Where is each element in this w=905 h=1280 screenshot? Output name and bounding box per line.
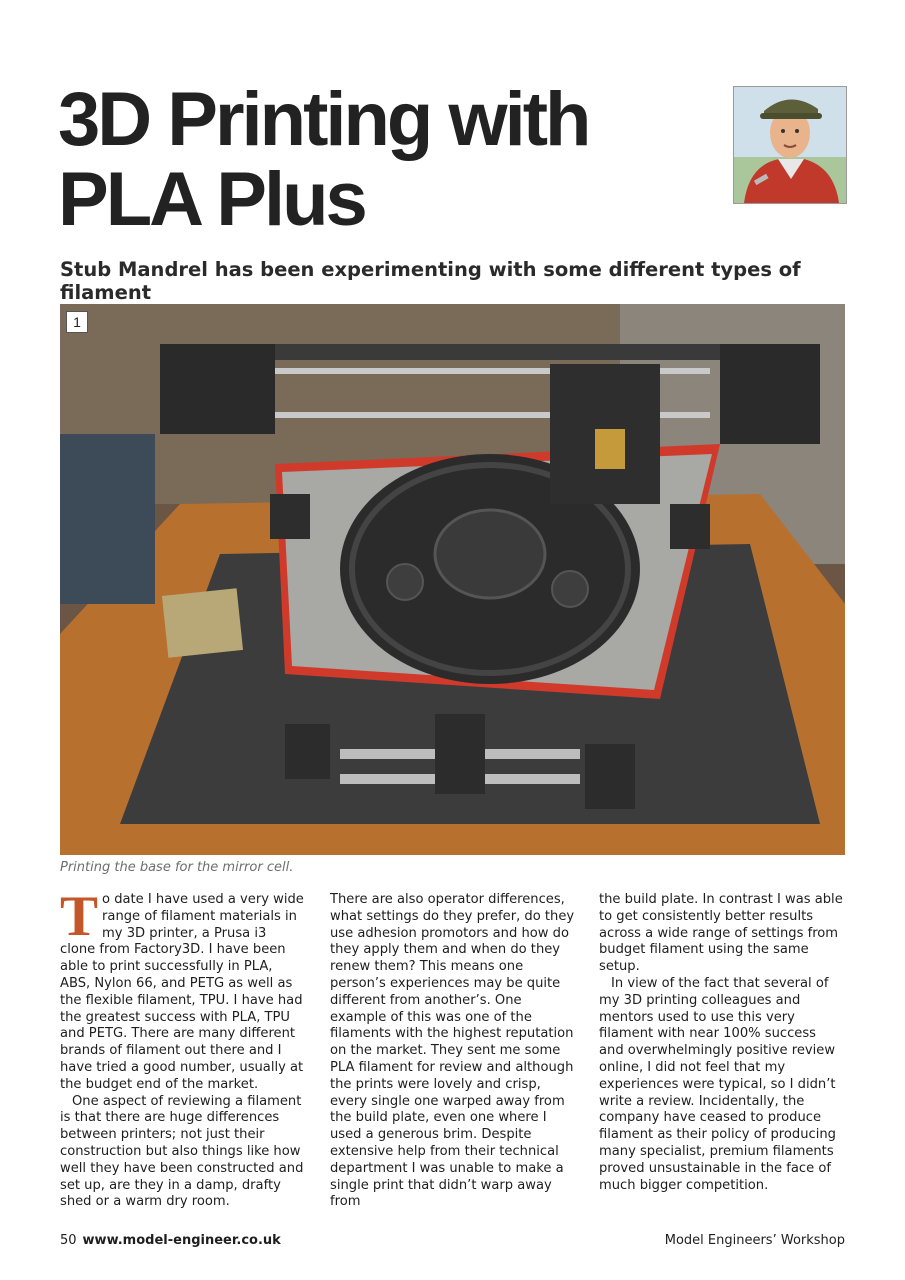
title-line-1: 3D Printing with [58, 77, 589, 162]
footer-magazine-name: Model Engineers’ Workshop [664, 1233, 845, 1248]
text-column-1 [60, 885, 305, 1211]
footer-url-link[interactable]: www.model-engineer.co.uk [82, 1233, 281, 1248]
paragraph-3: There are also operator differences, what settings do they prefer, do they use adhesion promotors and how do they apply them and when do they renew them? This means one person’s experiences may be quite different from another’s. One example of this was one of the filaments with the highest reputation on the market. They sent me some PLA filament for review and although the prints were lovely and crisp, every single one warped away from the build plate, even one where I used a generous brim. Despite extensive help from their technical department I was unable to make a single print that didn’t warp away from [330, 892, 575, 1210]
printer-photo-illustration [60, 304, 845, 855]
figure-1-photo [60, 304, 845, 855]
drop-cap: T [60, 885, 99, 948]
footer-left [60, 1233, 281, 1248]
article-subtitle: Stub Mandrel has been experimenting with some different types of filament [60, 258, 801, 304]
article-title [58, 77, 698, 242]
paragraph-1: o date I have used a very wide range of filament materials in my 3D printer, a Prusa i3 clone from Factory3D. I have been able to print successfully in PLA, ABS, Nylon 66, and PETG as well as the flexible filament, TPU. I have had the greatest success with PLA, TPU and PETG. There are many different brands of filament out there and I have tried a good number, usually at the budget end of the market. [60, 892, 304, 1092]
paragraph-4: the build plate. In contrast I was able to get consistently better results across a wide range of settings from budget filament using the same setup. [599, 892, 843, 975]
title-line-2: PLA Plus [58, 157, 365, 242]
text-column-3 [599, 892, 844, 1194]
figure-caption: Printing the base for the mirror cell. [60, 860, 294, 875]
author-portrait [733, 86, 847, 204]
paragraph-2: One aspect of reviewing a filament is that there are huge differences between printers; not just their construction but also things like how well they have been constructed and set up, are they in a damp, drafty shed or a warm dry room. [60, 1093, 304, 1210]
author-illustration [734, 87, 846, 203]
text-column-2 [330, 892, 575, 1211]
figure-number-badge: 1 [66, 311, 88, 333]
page-number: 50 [60, 1233, 77, 1248]
paragraph-5: In view of the fact that several of my 3D printing colleagues and mentors used to use this very filament with near 100% success and overwhelmingly positive review online, I did not feel that my experiences were typical, so I didn’t write a review. Incidentally, the company have ceased to produce filament as their policy of producing many specialist, premium filaments proved unsustainable in the face of much bigger competition. [599, 975, 836, 1193]
